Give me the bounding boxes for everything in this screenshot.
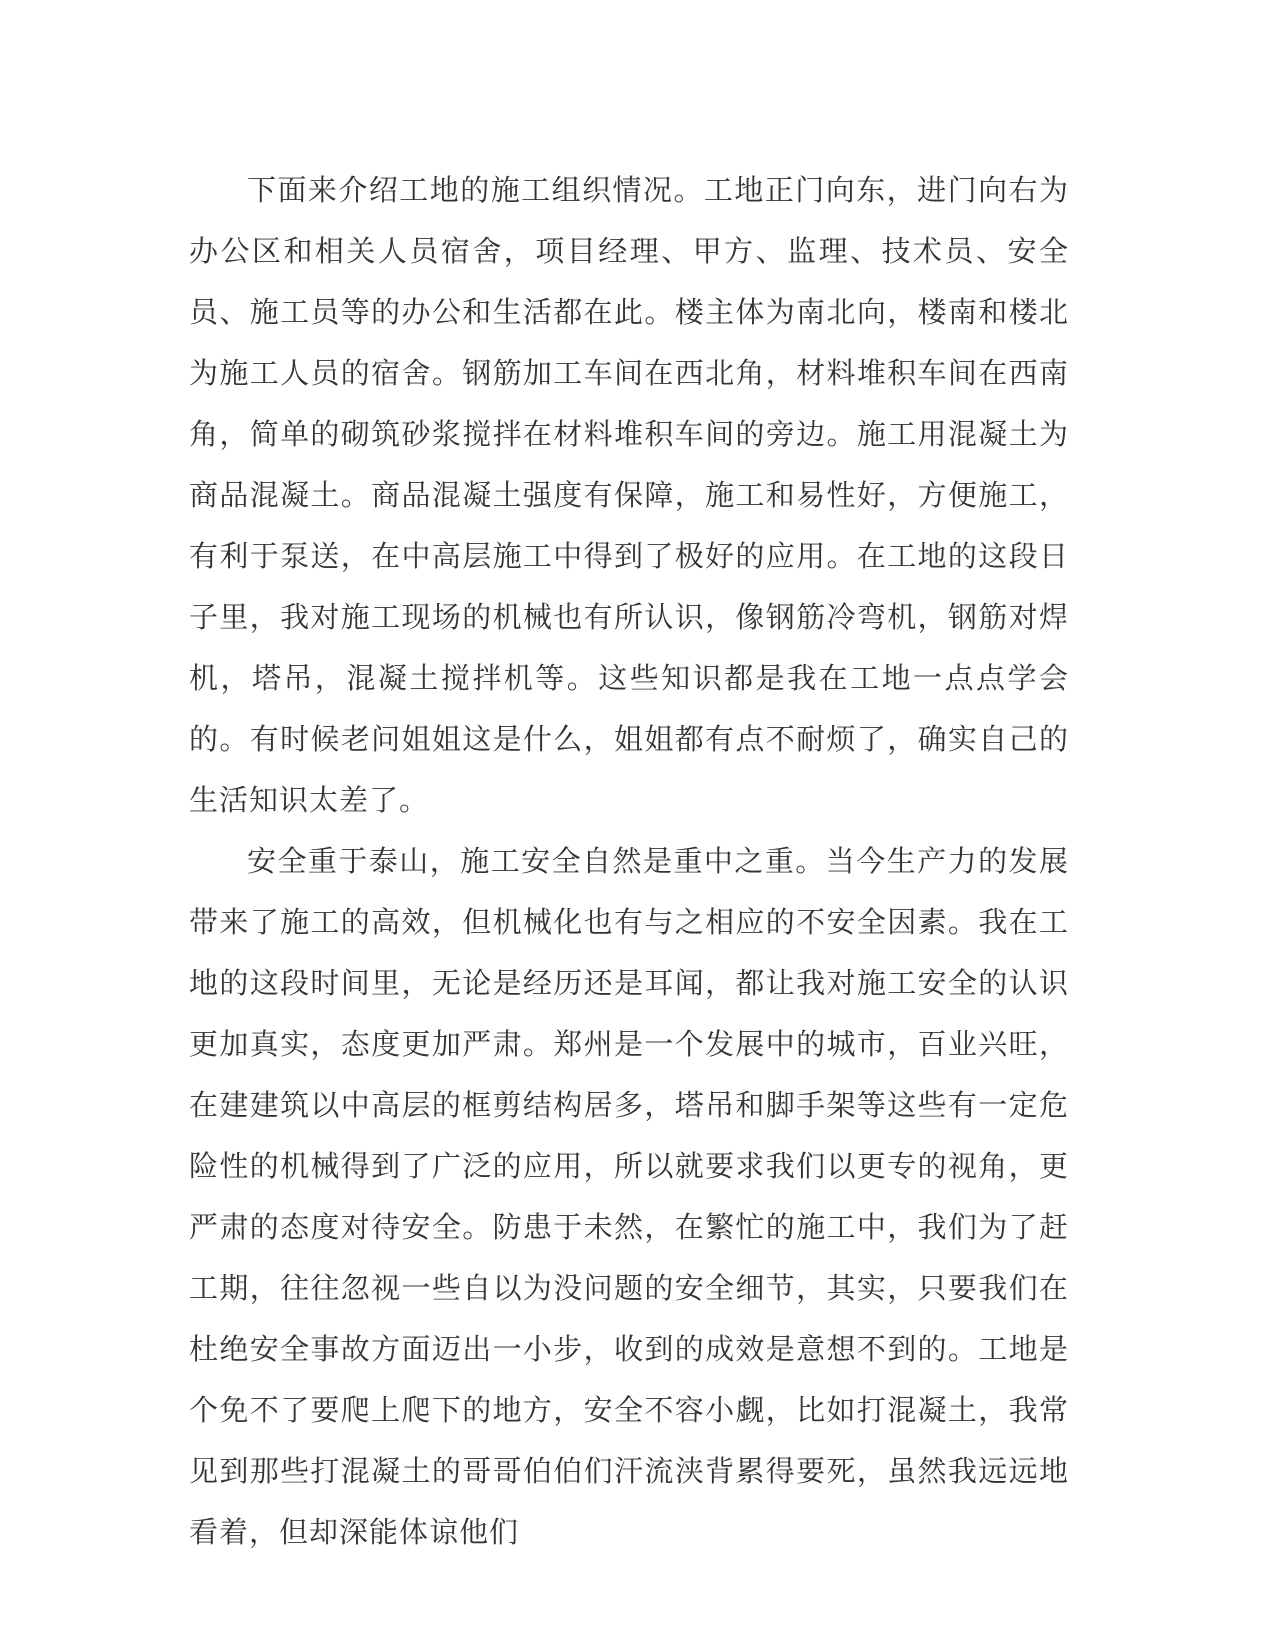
paragraph-construction-safety: 安全重于泰山，施工安全自然是重中之重。当今生产力的发展带来了施工的高效，但机械化也有与之相应的不安全因素。我在工地的这段时间里，无论是经历还是耳闻，都让我对施工安全的认识更加真实，态度更加严肃。郑州是一个发展中的城市，百业兴旺，在建建筑以中高层的框剪结构居多，塔吊和脚手架等这些有一定危险性的机械得到了广泛的应用，所以就要求我们以更专的视角，更严肃的态度对待安全。防患于未然，在繁忙的施工中，我们为了赶工期，往往忽视一些自以为没问题的安全细节，其实，只要我们在杜绝安全事故方面迈出一小步，收到的成效是意想不到的。工地是个免不了要爬上爬下的地方，安全不容小觑，比如打混凝土，我常见到那些打混凝土的哥哥伯伯们汗流浃背累得要死，虽然我远远地看着，但却深能体谅他们 — [189, 844, 1069, 1549]
paragraph-site-organization: 下面来介绍工地的施工组织情况。工地正门向东，进门向右为办公区和相关人员宿舍，项目经理、甲方、监理、技术员、安全员、施工员等的办公和生活都在此。楼主体为南北向，楼南和楼北为施工人员的宿舍。钢筋加工车间在西北角，材料堆积车间在西南角，简单的砌筑砂浆搅拌在材料堆积车间的旁边。施工用混凝土为商品混凝土。商品混凝土强度有保障，施工和易性好，方便施工，有利于泵送，在中高层施工中得到了极好的应用。在工地的这段日子里，我对施工现场的机械也有所认识，像钢筋冷弯机，钢筋对焊机，塔吊，混凝土搅拌机等。这些知识都是我在工地一点点学会的。有时候老问姐姐这是什么，姐姐都有点不耐烦了，确实自己的生活知识太差了。 — [189, 173, 1069, 817]
body-text — [189, 160, 1069, 1563]
